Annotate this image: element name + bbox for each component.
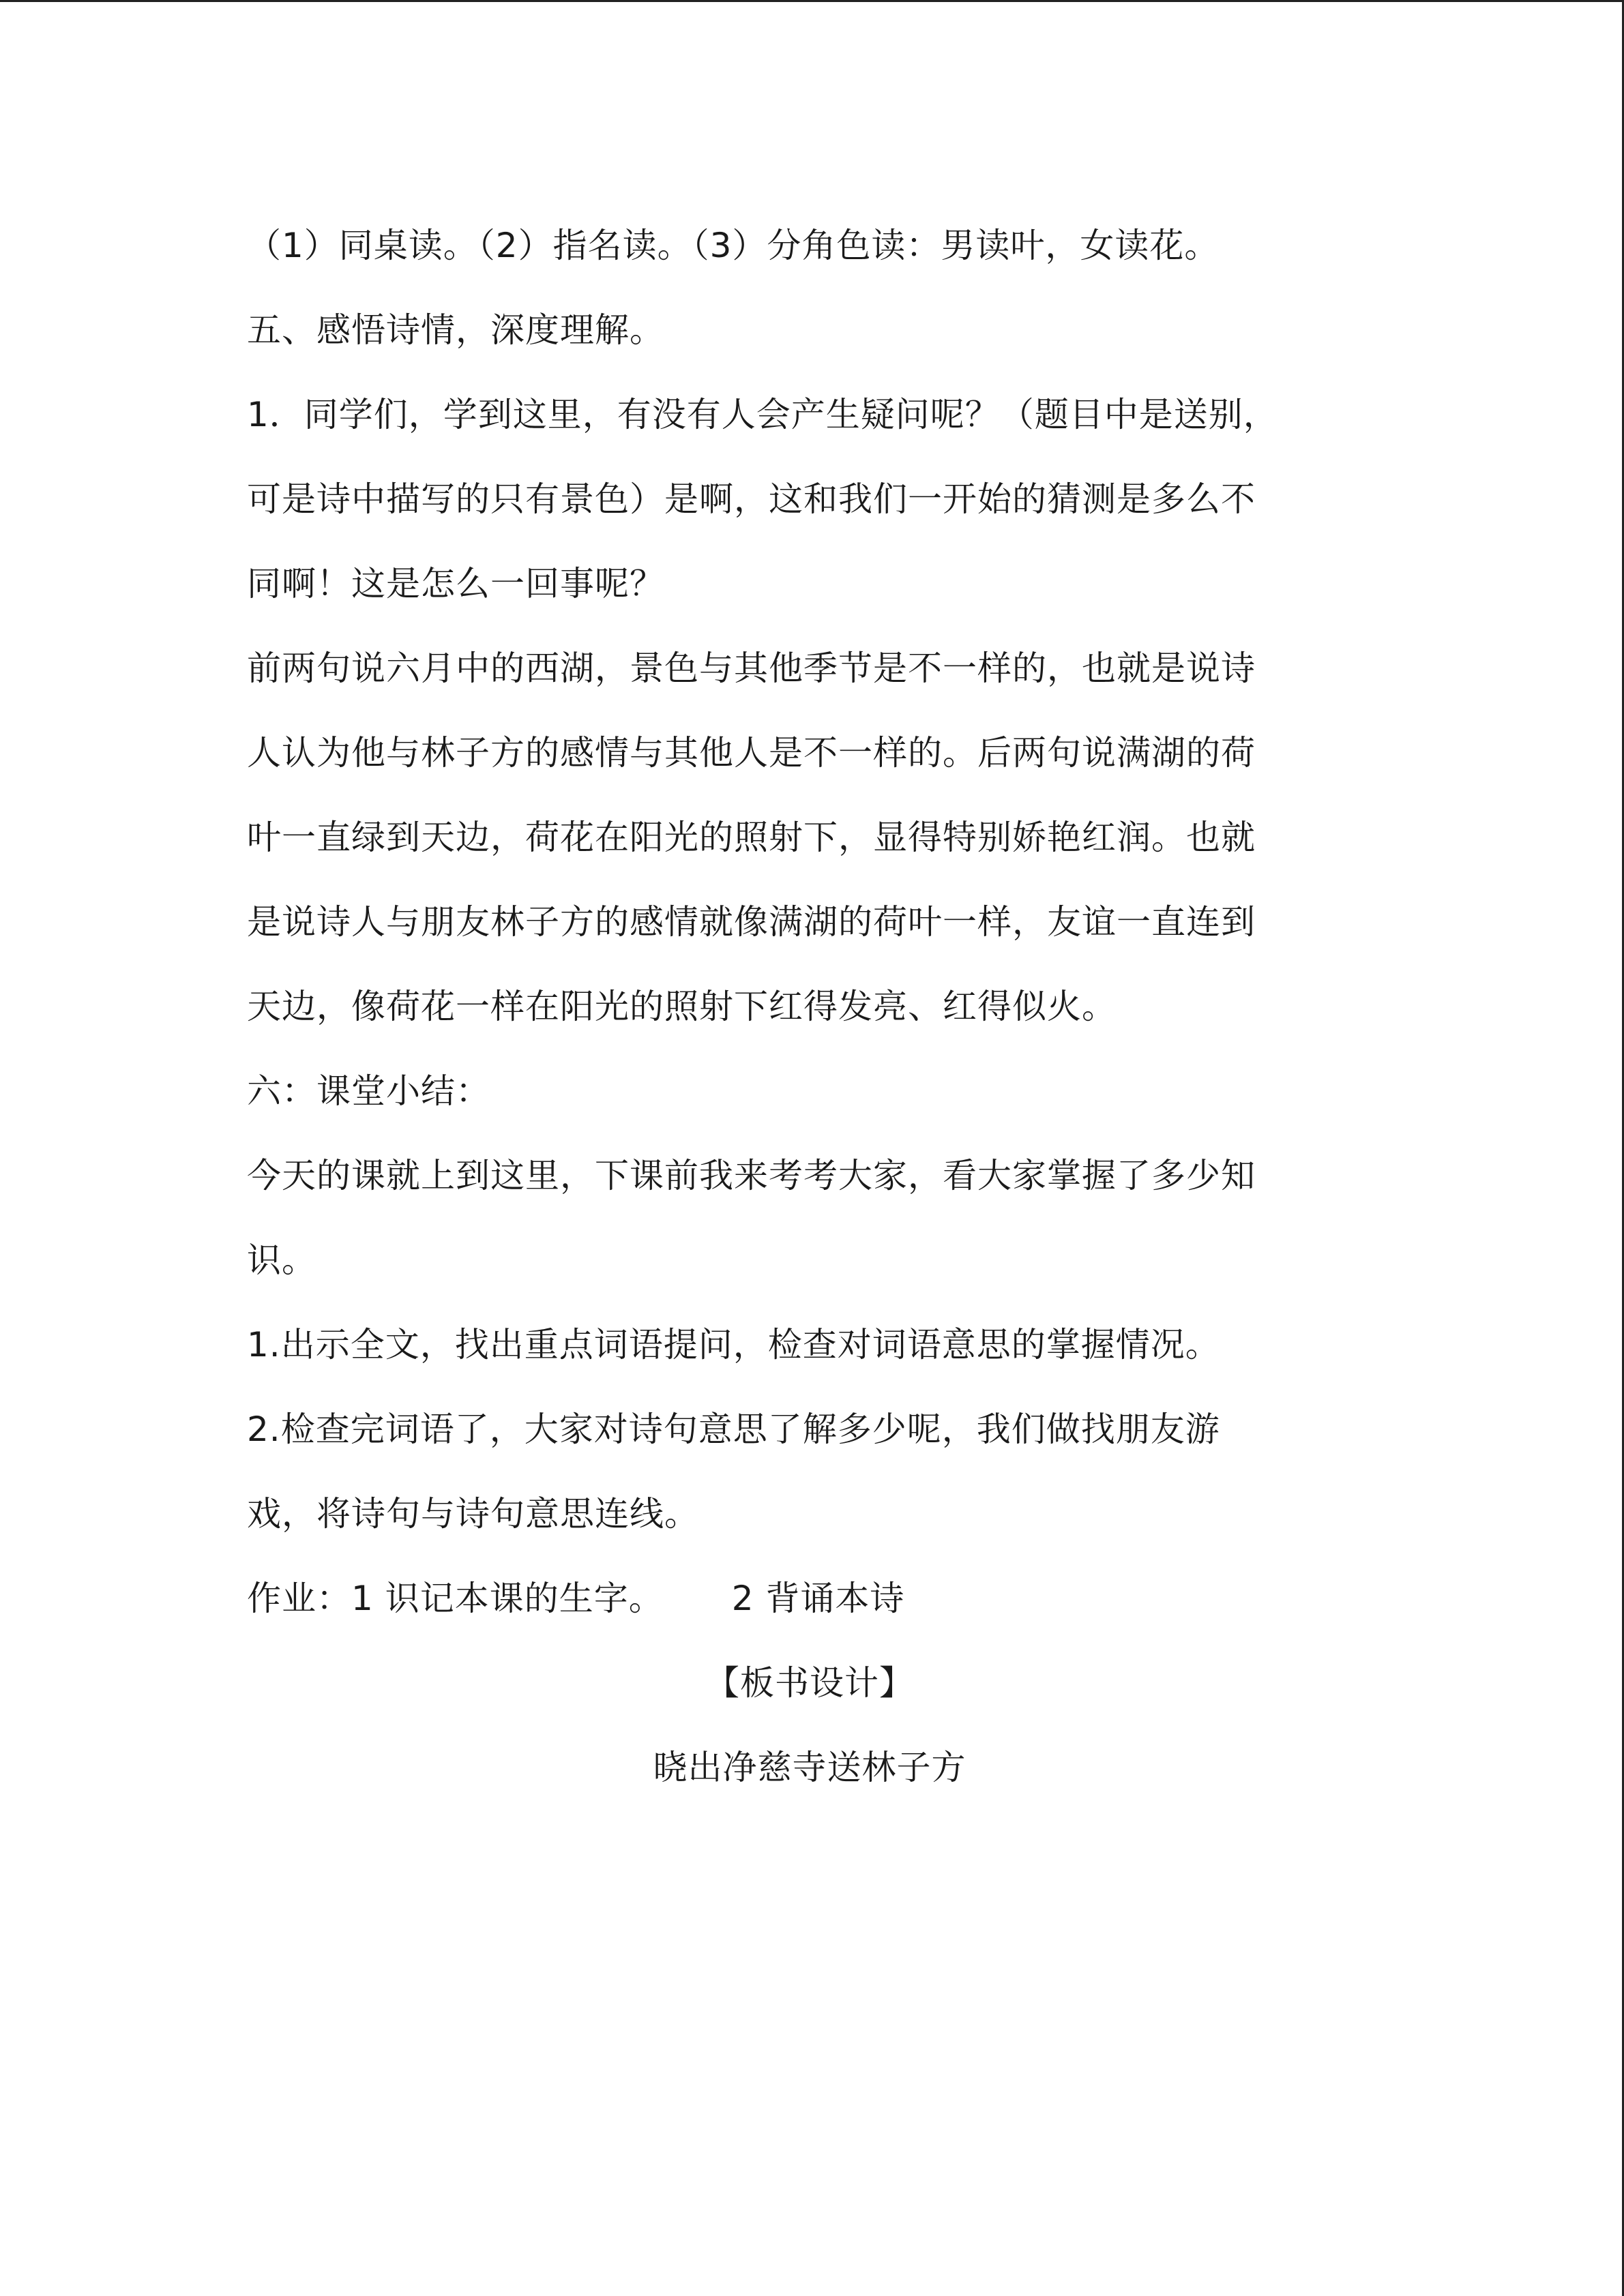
paragraph-line: 天边，像荷花一样在阳光的照射下红得发亮、红得似火。 bbox=[247, 987, 1117, 1026]
homework-part-1: 作业：1 识记本课的生字。 bbox=[247, 1579, 664, 1618]
paragraph-line: 可是诗中描写的只有景色）是啊，这和我们一开始的猜测是多么不 bbox=[247, 479, 1256, 519]
board-design-title: 晓出净慈寺送林子方 bbox=[653, 1748, 966, 1787]
homework-part-2: 2 背诵本诗 bbox=[731, 1579, 905, 1618]
section-heading: 五、感悟诗情，深度理解。 bbox=[247, 310, 664, 350]
paragraph-line: 人认为他与林子方的感情与其他人是不一样的。后两句说满湖的荷 bbox=[247, 733, 1256, 773]
paragraph-line: 前两句说六月中的西湖，景色与其他季节是不一样的，也就是说诗 bbox=[247, 648, 1256, 688]
homework-line bbox=[247, 1556, 1372, 1641]
paragraph-line: 今天的课就上到这里，下课前我来考考大家，看大家掌握了多少知 bbox=[247, 1156, 1256, 1195]
paragraph-line: 1.出示全文，找出重点词语提问，检查对词语意思的掌握情况。 bbox=[247, 1325, 1220, 1365]
section-heading: 六：课堂小结： bbox=[247, 1071, 490, 1111]
paragraph-line: 同啊！这是怎么一回事呢？ bbox=[247, 564, 664, 603]
paragraph-line: （1）同桌读。（2）指名读。（3）分角色读：男读叶，女读花。 bbox=[247, 226, 1220, 265]
paragraph-line: 1．同学们，学到这里，有没有人会产生疑问呢？（题目中是送别， bbox=[247, 395, 1278, 434]
board-design-heading: 【板书设计】 bbox=[705, 1663, 914, 1703]
document-body bbox=[247, 203, 1372, 1810]
paragraph-line: 叶一直绿到天边，荷花在阳光的照射下，显得特别娇艳红润。也就 bbox=[247, 818, 1256, 857]
paragraph-line: 2.检查完词语了，大家对诗句意思了解多少呢，我们做找朋友游 bbox=[247, 1410, 1220, 1449]
paragraph-line: 是说诗人与朋友林子方的感情就像满湖的荷叶一样，友谊一直连到 bbox=[247, 902, 1256, 942]
paragraph-line: 识。 bbox=[247, 1240, 316, 1280]
paragraph-line: 戏，将诗句与诗句意思连线。 bbox=[247, 1494, 699, 1534]
